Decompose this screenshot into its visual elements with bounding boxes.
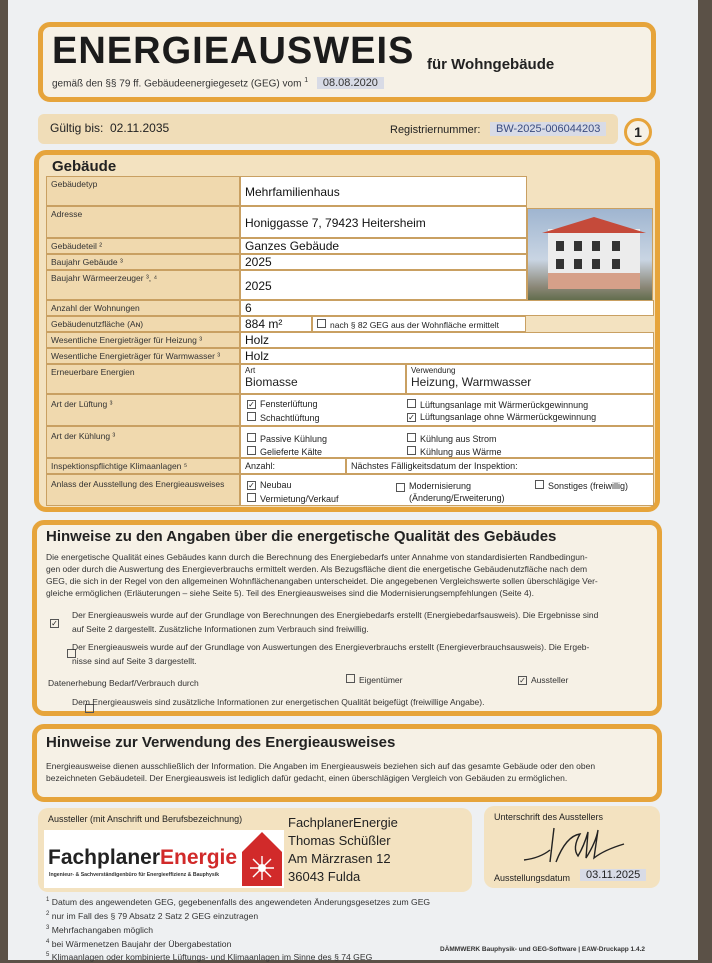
passive-label: Passive Kühlung	[260, 434, 328, 444]
kuehlung-label: Art der Kühlung ³	[46, 426, 240, 458]
erhebung-label: Datenerhebung Bedarf/Verbrauch durch	[48, 678, 199, 688]
opt-strom[interactable]	[407, 433, 497, 444]
hinweise-qualitaet-heading: Hinweise zu den Angaben über die energetische Qualität des Gebäudes	[46, 528, 557, 545]
footnote-2-num: 2	[46, 910, 50, 917]
anlass-options	[240, 474, 654, 506]
logo-house-icon	[240, 830, 284, 888]
verwendung-value: Heizung, Warmwasser	[411, 375, 532, 389]
gueltig-value: 02.11.2035	[110, 121, 170, 135]
lueftung-ohne-label: Lüftungsanlage ohne Wärmerückgewinnung	[420, 412, 597, 422]
wohnungen-label: Anzahl der Wohnungen	[46, 300, 240, 316]
flaeche-check[interactable]	[312, 316, 526, 332]
footnote-1-text: Datum des angewendeten GEG, gegebenenfalls des angewendeten Änderungsgesetzes zum GEG	[51, 896, 431, 907]
page-number-badge	[624, 118, 652, 146]
datum-value: 03.11.2025	[580, 869, 646, 881]
eigentuemer-label: Eigentümer	[359, 675, 403, 685]
waerme-opt-label: Kühlung aus Wärme	[420, 447, 502, 457]
art-cell	[240, 364, 406, 394]
passive-checkbox[interactable]	[247, 433, 256, 442]
signature-image	[520, 822, 630, 866]
lueftung-ohne-checkbox[interactable]: ✓	[408, 413, 415, 422]
aussteller-line-1: FachplanerEnergie	[288, 815, 398, 830]
hinweis-line-3: GEG, die sich in der Regel von den allgemeinen Wohnflächenangaben unterscheidet. Die angegebenen Vergleichswerte sollen überschlägige Ver-	[46, 576, 598, 586]
basis-footnote: 1	[304, 77, 309, 84]
modernisierung-label: Modernisierung (Änderung/Erweiterung)	[409, 481, 505, 503]
verbrauch-line-2: nisse sind auf Seite 3 dargestellt.	[72, 656, 197, 666]
logo-word-2: Energie	[160, 846, 238, 869]
sonstiges-checkbox[interactable]	[535, 480, 544, 489]
warmwasser-value: Holz	[240, 348, 654, 364]
erneuerbar-label: Erneuerbare Energien	[46, 364, 240, 394]
heizung-value: Holz	[240, 332, 654, 348]
strom-label: Kühlung aus Strom	[420, 434, 497, 444]
verwendung-label: Verwendung	[411, 366, 456, 375]
art-value: Biomasse	[245, 375, 298, 389]
hinweis-line-2: gen oder durch die Auswertung des Energieverbrauchs ermittelt werden. Als Bezugsfläche dient die energetische Gebäudenutzfläche nach dem	[46, 564, 588, 574]
aussteller-label: Aussteller (mit Anschrift und Berufsbezeichnung)	[48, 814, 243, 824]
footnote-3	[46, 922, 430, 936]
aussteller-line-2: Thomas Schüßler	[288, 833, 391, 848]
baujahr-value: 2025	[240, 254, 527, 270]
waerme-checkbox[interactable]	[407, 446, 416, 455]
teil-value: Ganzes Gebäude	[240, 238, 527, 254]
schachtlueftung-label: Schachtlüftung	[260, 413, 320, 423]
lueftung-mit-checkbox[interactable]	[407, 399, 416, 408]
hinweis-line-4: gleiche ermöglichen (Erläuterungen – siehe Seite 5). Teil des Energieausweises sind die Modernisierungsempfehlungen (Seite 4).	[46, 588, 534, 598]
typ-value: Mehrfamilienhaus	[240, 176, 527, 206]
art-label: Art	[245, 366, 256, 375]
zusatz-label: Dem Energieausweis sind zusätzliche Informationen zur energetischen Qualität beigefügt (freiwillige Angabe).	[72, 697, 485, 707]
flaeche-value: 884 m²	[240, 316, 312, 332]
basis-text	[52, 77, 384, 89]
aussteller-line-4: 36043 Fulda	[288, 869, 361, 884]
hinweise-verwendung-heading: Hinweise zur Verwendung des Energieausweises	[46, 734, 396, 751]
page-number: 1	[634, 124, 642, 140]
basis-label: gemäß den §§ 79 ff. Gebäudeenergiegesetz (GEG) vom	[52, 78, 305, 90]
vermietung-label: Vermietung/Verkauf	[260, 494, 339, 504]
waerme-label: Baujahr Wärmeerzeuger ³, ⁴	[46, 270, 240, 300]
footnote-2-text: nur im Fall des § 79 Absatz 2 Satz 2 GEG einzutragen	[51, 910, 259, 921]
opt-eigentuemer[interactable]	[346, 674, 402, 687]
eigentuemer-checkbox[interactable]	[346, 674, 355, 683]
flaeche-checkbox[interactable]	[317, 319, 326, 328]
logo-text	[48, 846, 237, 870]
gelieferte-checkbox[interactable]	[247, 446, 256, 455]
klima-label: Inspektionspflichtige Klimaanlagen ⁵	[46, 458, 240, 474]
page-title: ENERGIEAUSWEIS	[52, 30, 415, 72]
teil-label: Gebäudeteil ²	[46, 238, 240, 254]
page-subtitle: für Wohngebäude	[427, 56, 555, 73]
opt-vermietung[interactable]	[247, 493, 339, 504]
vermietung-checkbox[interactable]	[247, 493, 256, 502]
modernisierung-checkbox[interactable]	[396, 483, 405, 492]
verwendung-line-2: bezeichneten Gebäudeteil. Der Energieausweis ist lediglich dafür gedacht, einen überschlägigen Vergleich von Gebäuden zu ermöglichen.	[46, 773, 568, 783]
hinweis-line-1: Die energetische Qualität eines Gebäudes kann durch die Berechnung des Energiebedarfs unter Annahme von standardisierten Randbedingun-	[46, 552, 588, 562]
verwendung-cell	[406, 364, 654, 394]
logo-tagline: Ingenieur- & Sachverständigenbüro für Energieeffizienz & Bauphysik	[49, 872, 220, 878]
opt-lueftung-ohne[interactable]	[407, 412, 596, 422]
anlass-label: Anlass der Ausstellung des Energieausweises	[46, 474, 240, 506]
opt-fensterlueftung[interactable]	[247, 399, 318, 409]
aussteller-logo	[44, 830, 284, 888]
logo-word-1: Fachplaner	[48, 846, 161, 869]
reg-value: BW-2025-006044203	[490, 122, 606, 136]
basis-date: 08.08.2020	[317, 77, 384, 89]
heizung-label: Wesentliche Energieträger für Heizung ³	[46, 332, 240, 348]
aussteller-checkbox[interactable]: ✓	[519, 676, 526, 685]
software-credit: DÄMMWERK Bauphysik- und GEG-Software | EAW-Druckapp 1.4.2	[440, 946, 646, 953]
gueltig-label: Gültig bis:	[50, 121, 104, 135]
baujahr-label: Baujahr Gebäude ³	[46, 254, 240, 270]
bedarf-line-2: auf Seite 2 dargestellt. Zusätzliche Informationen zum Verbrauch sind freiwillig.	[72, 624, 369, 634]
aussteller-opt-label: Aussteller	[531, 675, 569, 685]
neubau-checkbox[interactable]: ✓	[248, 481, 255, 490]
verwendung-line-1: Energieausweise dienen ausschließlich der Information. Die Angaben im Energieausweis beziehen sich auf das gesamte Gebäude oder den oben	[46, 761, 596, 771]
footnote-3-text: Mehrfachangaben möglich	[51, 924, 154, 935]
typ-label: Gebäudetyp	[46, 176, 240, 206]
fensterlueftung-checkbox[interactable]: ✓	[248, 400, 255, 409]
signature-label: Unterschrift des Ausstellers	[494, 812, 604, 822]
footnote-4-text: bei Wärmenetzen Baujahr der Übergabestation	[51, 938, 232, 949]
flaeche-check-label: nach § 82 GEG aus der Wohnfläche ermittelt	[330, 320, 499, 330]
gelieferte-label: Gelieferte Kälte	[260, 447, 323, 457]
opt-sonstiges[interactable]	[535, 480, 628, 491]
lueftung-mit-label: Lüftungsanlage mit Wärmerückgewinnung	[420, 400, 589, 410]
datum-label: Ausstellungsdatum	[494, 873, 571, 883]
adresse-value: Honiggasse 7, 79423 Heitersheim	[240, 206, 527, 238]
fensterlueftung-label: Fensterlüftung	[260, 399, 318, 409]
opt-waerme[interactable]	[407, 446, 502, 457]
reg-label: Registriernummer:	[390, 124, 481, 136]
neubau-label: Neubau	[260, 480, 292, 490]
opt-gelieferte[interactable]	[247, 446, 322, 457]
opt-schachtlueftung[interactable]	[247, 412, 320, 423]
klima-next: Nächstes Fälligkeitsdatum der Inspektion:	[346, 458, 654, 474]
footnote-1	[46, 894, 430, 908]
footnote-2	[46, 908, 430, 922]
footnote-4-num: 4	[46, 938, 50, 945]
bedarf-line-1: Der Energieausweis wurde auf der Grundlage von Berechnungen des Energiebedarfs erstellt (Energiebedarfsausweis). Die Ergebnisse sind	[72, 610, 599, 620]
warmwasser-label: Wesentliche Energieträger für Warmwasser ³	[46, 348, 240, 364]
opt-lueftung-mit[interactable]	[407, 399, 588, 410]
sonstiges-label: Sonstiges (freiwillig)	[548, 481, 629, 491]
footnote-4	[46, 936, 430, 950]
footnote-3-num: 3	[46, 924, 50, 931]
footnote-1-num: 1	[46, 897, 50, 903]
waerme-value: 2025	[240, 270, 527, 300]
footnote-5	[46, 949, 430, 963]
bedarf-checkbox[interactable]: ✓	[51, 619, 58, 628]
flaeche-label: Gebäudenutzfläche (Aɴ)	[46, 316, 240, 332]
aussteller-line-3: Am Märzrasen 12	[288, 851, 391, 866]
gebaeude-heading: Gebäude	[52, 158, 117, 175]
verbrauch-line-1: Der Energieausweis wurde auf der Grundlage von Auswertungen des Energieverbrauchs erstellt (Energieverbrauchsausweis). Die Ergeb-	[72, 642, 590, 652]
kuehlung-options	[240, 426, 654, 458]
footnotes	[46, 894, 430, 963]
strom-checkbox[interactable]	[407, 433, 416, 442]
opt-passive[interactable]	[247, 433, 327, 444]
building-photo	[527, 208, 653, 302]
opt-neubau[interactable]	[247, 480, 292, 490]
footnote-5-num: 5	[46, 952, 50, 959]
wohnungen-value: 6	[240, 300, 654, 316]
lueftung-options	[240, 394, 654, 426]
lueftung-label: Art der Lüftung ³	[46, 394, 240, 426]
footnote-5-text: Klimaanlagen oder kombinierte Lüftungs- und Klimaanlagen im Sinne des § 74 GEG	[51, 952, 373, 963]
opt-aussteller[interactable]	[518, 674, 568, 687]
opt-modernisierung[interactable]	[396, 480, 539, 504]
klima-anzahl: Anzahl:	[240, 458, 346, 474]
adresse-label: Adresse	[46, 206, 240, 238]
schachtlueftung-checkbox[interactable]	[247, 412, 256, 421]
